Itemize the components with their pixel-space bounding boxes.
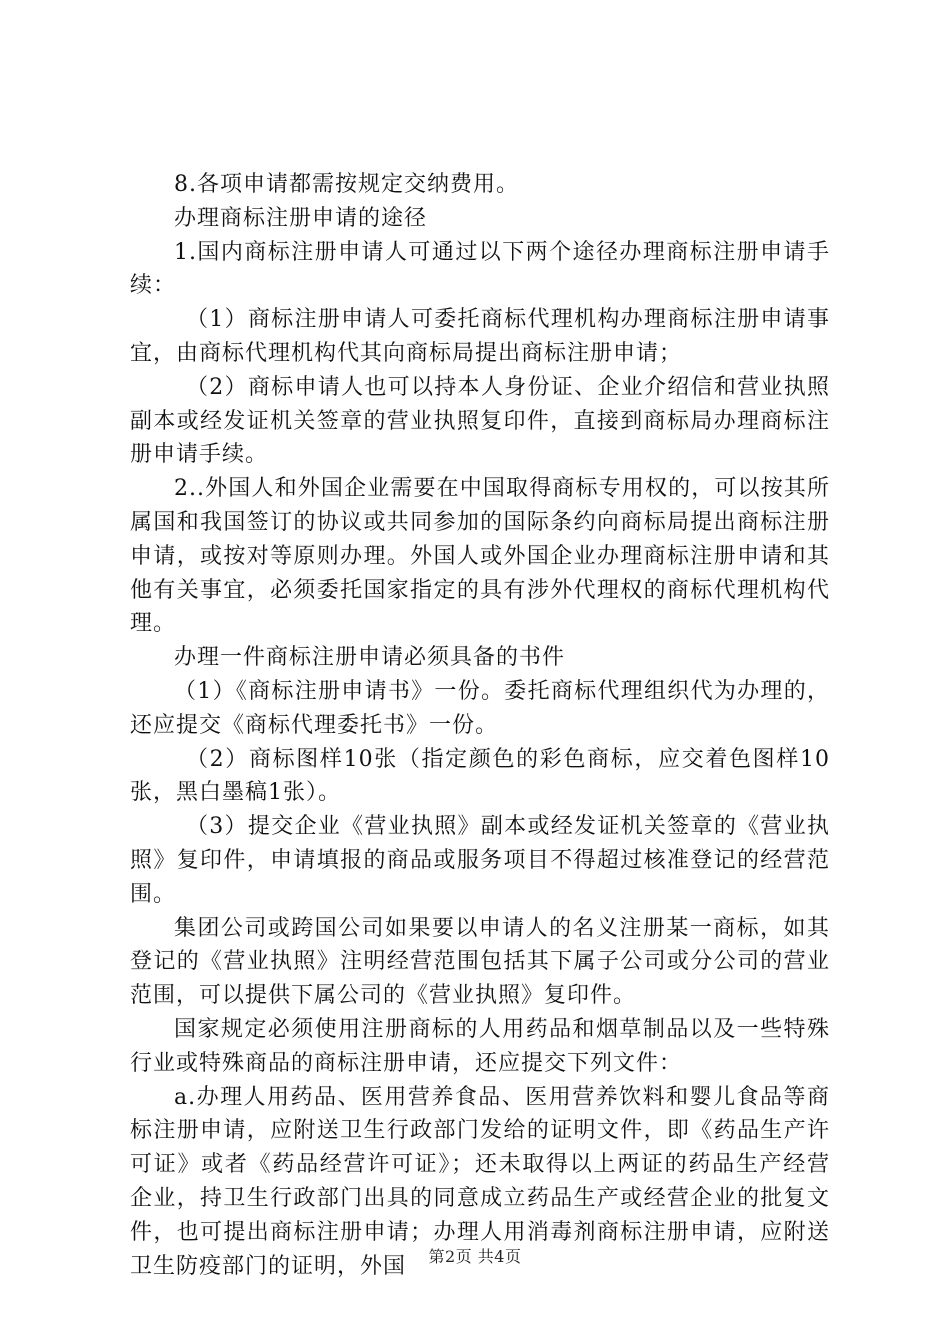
page-number-footer: 第2页 共4页 bbox=[428, 1247, 522, 1266]
document-body bbox=[130, 168, 830, 1283]
paragraph-pharmaceuticals: a.办理人用药品、医用营养食品、医用营养饮料和婴儿食品等商标注册申请，应附送卫生行政部门发给的证明文件，即《药品生产许可证》或者《药品经营许可证》；还未取得以上两证的药品生产经营企业，持卫生行政部门出具的同意成立药品生产或经营企业的批复文件，也可提出商标注册申请；办理人用消毒剂商标注册申请，应附送卫生防疫部门的证明，外国 bbox=[130, 1084, 830, 1279]
heading-application-channels: 办理商标注册申请的途径 bbox=[174, 205, 428, 231]
paragraph-domestic-applicants: 1.国内商标注册申请人可通过以下两个途径办理商标注册申请手续： bbox=[130, 239, 830, 299]
paragraph-required-application-form: （1）《商标注册申请书》一份。委托商标代理组织代为办理的，还应提交《商标代理委托书》一份。 bbox=[130, 678, 830, 738]
paragraph-required-license: （3）提交企业《营业执照》副本或经发证机关签章的《营业执照》复印件，申请填报的商品或服务项目不得超过核准登记的经营范围。 bbox=[130, 814, 830, 907]
paragraph-fee-note: 8.各项申请都需按规定交纳费用。 bbox=[174, 172, 519, 197]
paragraph-group-companies: 集团公司或跨国公司如果要以申请人的名义注册某一商标，如其登记的《营业执照》注明经营范围包括其下属子公司或分公司的营业范围，可以提供下属公司的《营业执照》复印件。 bbox=[130, 915, 830, 1009]
paragraph-agency-option: （1）商标注册申请人可委托商标代理机构办理商标注册申请事宜，由商标代理机构代其向商标局提出商标注册申请； bbox=[130, 307, 830, 366]
paragraph-required-specimens: （2）商标图样10张（指定颜色的彩色商标，应交着色图样10张，黑白墨稿1张）。 bbox=[130, 746, 830, 806]
paragraph-direct-option: （2）商标申请人也可以持本人身份证、企业介绍信和营业执照副本或经发证机关签章的营业执照复印件，直接到商标局办理商标注册申请手续。 bbox=[130, 374, 830, 468]
paragraph-foreign-applicants: 2..外国人和外国企业需要在中国取得商标专用权的，可以按其所属国和我国签订的协议或共同参加的国际条约向商标局提出商标注册申请，或按对等原则办理。外国人或外国企业办理商标注册申请和其他有关事宜，必须委托国家指定的具有涉外代理权的商标代理机构代理。 bbox=[130, 476, 830, 637]
heading-required-documents: 办理一件商标注册申请必须具备的书件 bbox=[174, 645, 566, 671]
paragraph-special-goods: 国家规定必须使用注册商标的人用药品和烟草制品以及一些特殊行业或特殊商品的商标注册申请，还应提交下列文件： bbox=[130, 1016, 830, 1076]
